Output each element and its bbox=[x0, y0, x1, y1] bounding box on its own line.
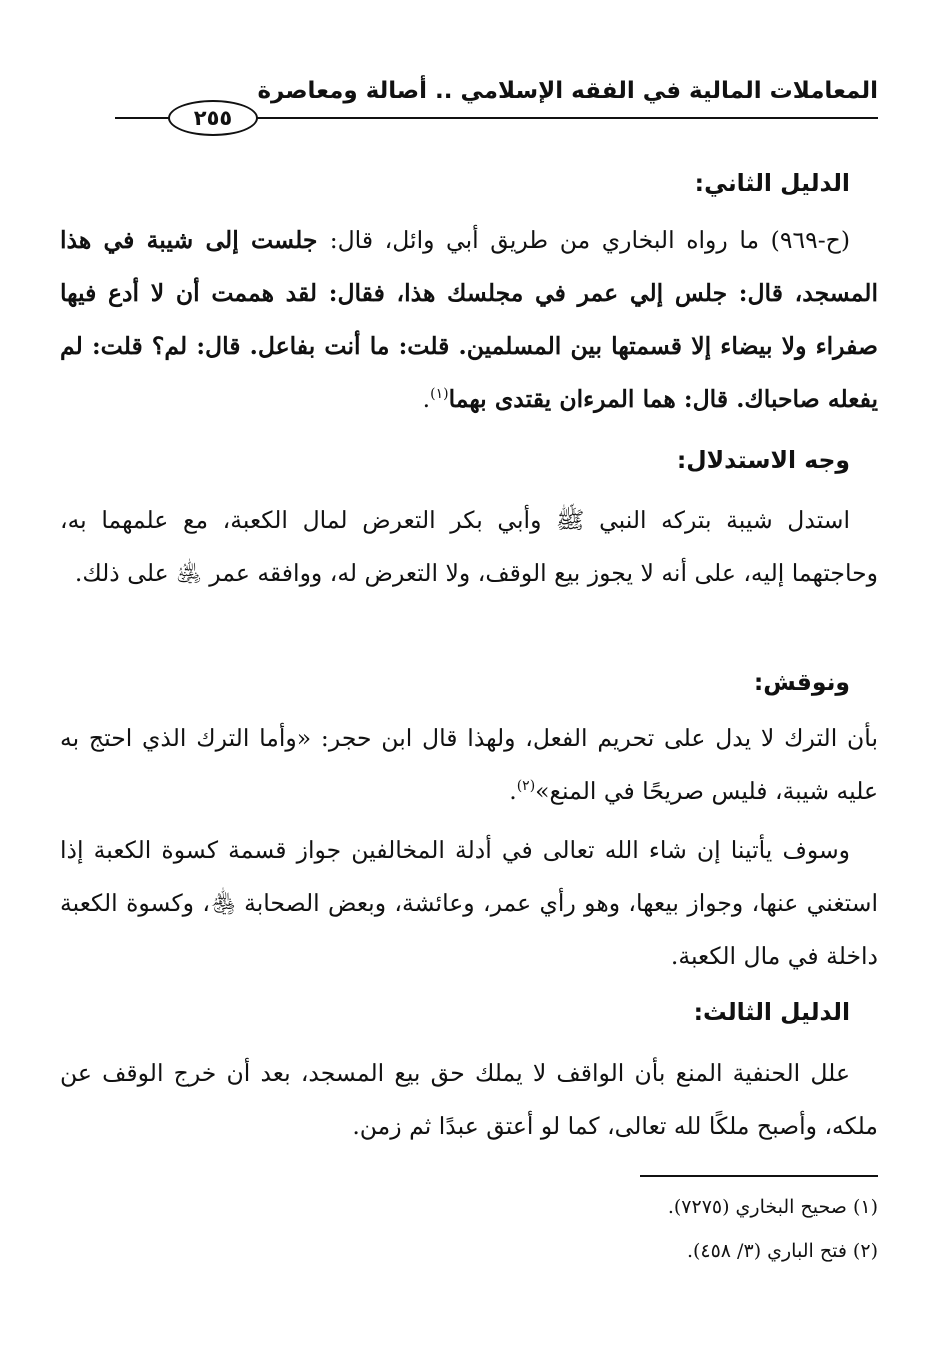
hadith-end-punct: . bbox=[422, 385, 431, 413]
heading-nuqish: ونوقش: bbox=[753, 668, 850, 696]
page-number: ٢٥٥ bbox=[168, 100, 258, 136]
hadith-narration: جلست إلى شيبة في هذا المسجد، قال: جلس إلي عمر في مجلسك هذا، فقال: لقد هممت أن لا أدع فيها صفراء ولا بيضاء إلا قسمتها بين المسلمين. قلت: ما أنت بفاعل. قال: لم؟ قلت: لم يفعله صاحباك. قال: هما المرءان يقتدى بهما bbox=[60, 226, 878, 413]
footnote-ref-1: (١) bbox=[430, 386, 449, 403]
heading-istidlal: وجه الاستدلال: bbox=[676, 446, 850, 474]
footnote-rule bbox=[640, 1175, 878, 1177]
istidlal-paragraph: استدل شيبة بتركه النبي ﷺ وأبي بكر التعرض لمال الكعبة، مع علمهما به، وحاجتهما إليه، على أنه لا يجوز بيع الوقف، ولا التعرض له، ووافقه عمر ﵁ على ذلك. bbox=[60, 506, 878, 587]
third-evidence-paragraph: علل الحنفية المنع بأن الواقف لا يملك حق بيع المسجد، بعد أن خرج الوقف عن ملكه، وأصبح ملكًا لله تعالى، كما لو أعتق عبدًا ثم زمن. bbox=[60, 1059, 878, 1140]
nuqish-paragraph bbox=[60, 712, 878, 818]
footnote-1: (١) صحيح البخاري (٧٢٧٥). bbox=[667, 1196, 878, 1218]
running-header-title: المعاملات المالية في الفقه الإسلامي .. أصالة ومعاصرة bbox=[257, 78, 878, 104]
nuqish-text: بأن الترك لا يدل على تحريم الفعل، ولهذا قال ابن حجر: «وأما الترك الذي احتج به عليه شيبة، فليس صريحًا في المنع» bbox=[60, 724, 878, 805]
nuqish-end-punct: . bbox=[509, 777, 517, 805]
hadith-paragraph bbox=[60, 214, 878, 426]
sawfa-paragraph: وسوف يأتينا إن شاء الله تعالى في أدلة المخالفين جواز قسمة كسوة الكعبة إذا استغني عنها، وجواز بيعها، وهو رأي عمر، وعائشة، وبعض الصحابة ﵃، وكسوة الكعبة داخلة في مال الكعبة. bbox=[60, 836, 878, 970]
hadith-intro: (ح-٩٦٩) ما رواه البخاري من طريق أبي وائل، قال: bbox=[329, 226, 850, 254]
heading-third-evidence: الدليل الثالث: bbox=[693, 998, 850, 1026]
footnote-2: (٢) فتح الباري (٣/ ٤٥٨). bbox=[686, 1240, 878, 1262]
footnote-ref-2: (٢) bbox=[516, 778, 536, 795]
heading-second-evidence: الدليل الثاني: bbox=[694, 169, 850, 197]
